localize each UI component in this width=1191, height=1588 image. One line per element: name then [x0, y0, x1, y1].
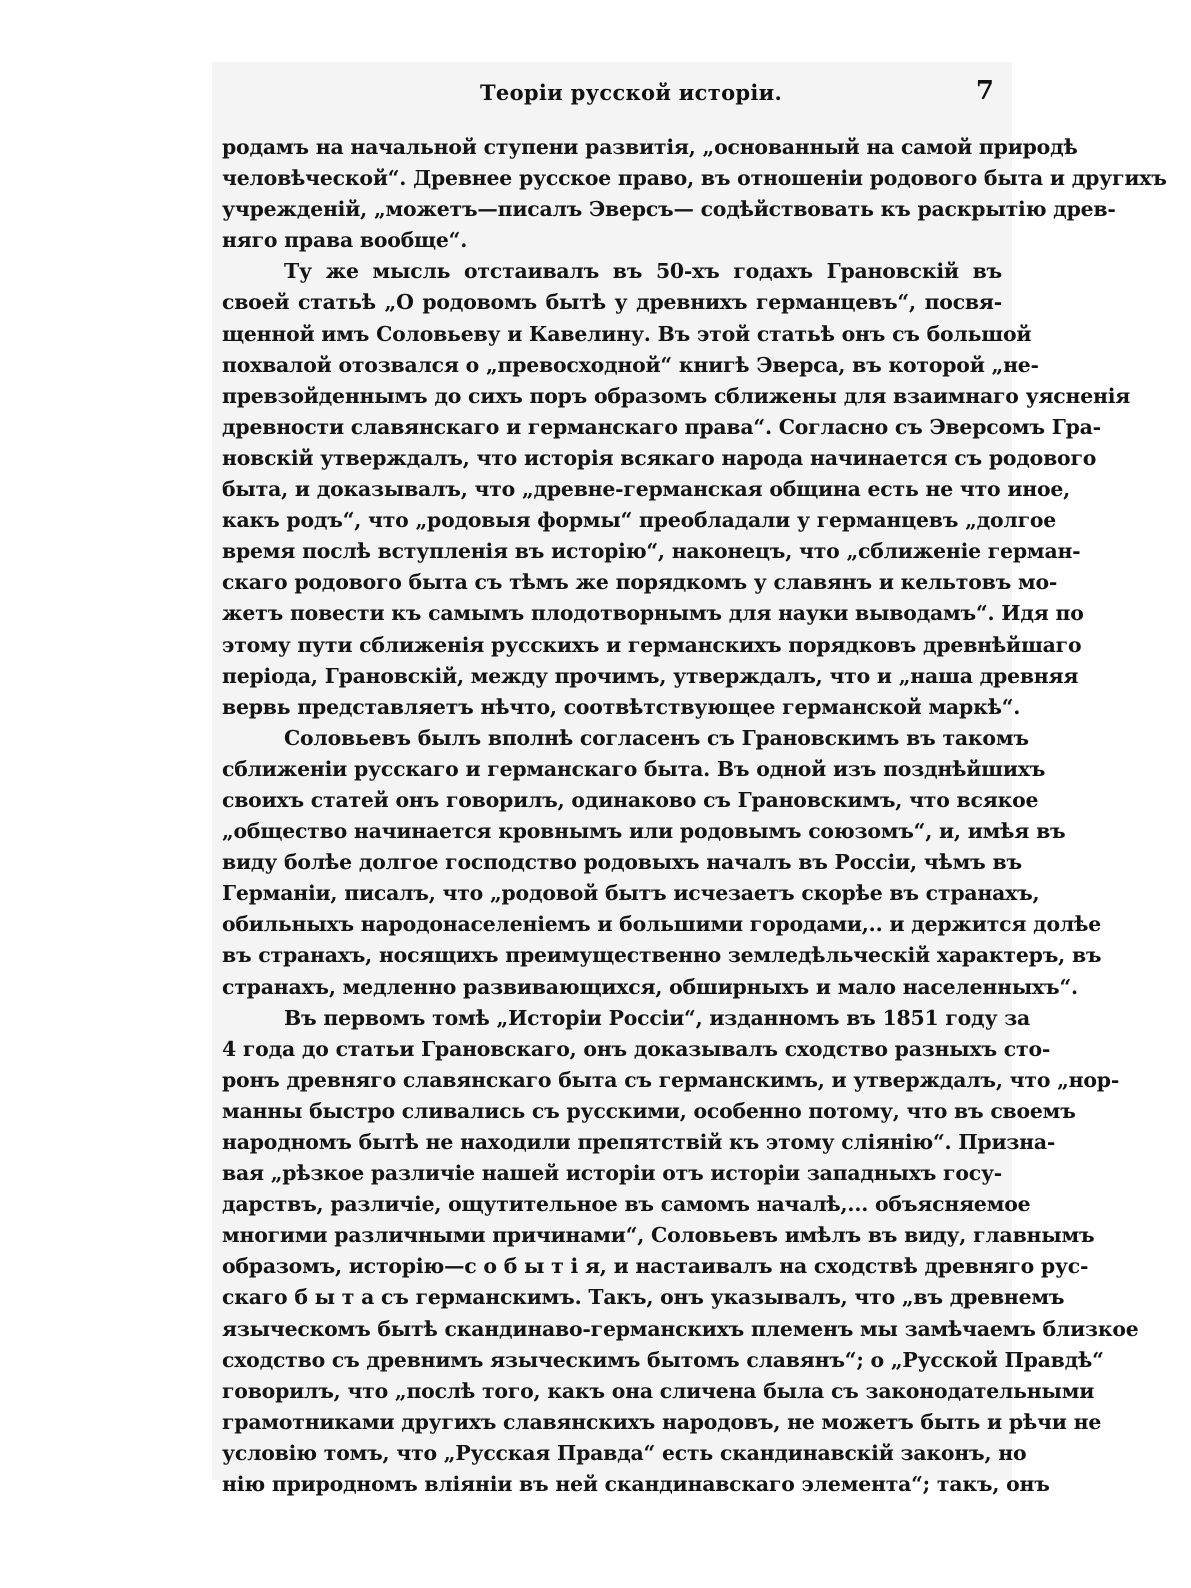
text-line: человѣческой“. Древнее русское право, въ отношенiи родового быта и другихъ: [222, 166, 1167, 191]
text-line: своихъ статей онъ говорилъ, одинаково съ Грановскимъ, что всякое: [222, 787, 1039, 812]
text-line: щенной имъ Соловьеву и Кавелину. Въ этой статьѣ онъ съ большой: [222, 321, 1032, 346]
text-line: Германiи, писалъ, что „родовой бытъ исчезаетъ скорѣе въ странахъ,: [222, 881, 1040, 906]
text-line: время послѣ вступленiя въ исторiю“, наконецъ, что „сближенiе герман-: [222, 539, 1081, 564]
text-line: родамъ на начальной ступени развитiя, „основанный на самой природѣ: [222, 135, 1078, 159]
text-line: жетъ повести къ самымъ плодотворнымъ для науки выводамъ“. Идя по: [222, 601, 1084, 626]
text-line: образомъ, исторiю—с о б ы т i я, и настаивалъ на сходствѣ древняго рус-: [222, 1254, 1089, 1279]
text-line: грамотниками другихъ славянскихъ народовъ, не можетъ быть и рѣчи не: [222, 1409, 1102, 1434]
text-line: странахъ, медленно развивающихся, обширныхъ и мало населенныхъ“.: [222, 974, 1078, 999]
text-line: какъ родъ“, что „родовыя формы“ преобладали у германцевъ „долгое: [222, 508, 1057, 533]
text-line: похвалой отозвался о „превосходной“ книгѣ Эверса, въ которой „не-: [222, 352, 1039, 377]
text-line: сходство съ древнимъ языческимъ бытомъ славянъ“; о „Русской Правдѣ“: [222, 1347, 1104, 1372]
text-line: скаго б ы т а съ германскимъ. Такъ, онъ указывалъ, что „въ древнемъ: [222, 1285, 1065, 1310]
text-line: условiю томъ, что „Русская Правда“ есть скандинавскiй законъ, но: [222, 1440, 1027, 1465]
running-title: Теорiи русской исторiи.: [480, 80, 783, 105]
text-line: „общество начинается кровнымъ или родовымъ союзомъ“, и, имѣя въ: [222, 819, 1066, 844]
paragraph-first-line: Соловьевъ былъ вполнѣ согласенъ съ Грановскимъ въ такомъ: [284, 725, 1029, 750]
text-line: этому пути сближенiя русскихъ и германскихъ порядковъ древнѣйшаго: [222, 632, 1082, 657]
text-line: новскiй утверждалъ, что исторiя всякаго народа начинается съ родового: [222, 445, 1097, 470]
text-line: манны быстро сливались съ русскими, особенно потому, что въ своемъ: [222, 1098, 1076, 1123]
text-line: многими различными причинами“, Соловьевъ имѣлъ въ виду, главнымъ: [222, 1223, 1095, 1248]
text-line: народномъ бытѣ не находили препятствiй къ этому слiянiю“. Призна-: [222, 1130, 1056, 1154]
text-line: виду болѣе долгое господство родовыхъ началъ въ Россiи, чѣмъ въ: [222, 850, 1022, 875]
text-line: въ странахъ, носящихъ преимущественно земледѣльческiй характеръ, въ: [222, 943, 1102, 968]
text-line: 4 года до статьи Грановскаго, онъ доказывалъ сходство разныхъ сто-: [222, 1036, 1051, 1061]
text-line: обильныхъ народонаселенiемъ и большими городами,.. и держится долѣе: [222, 912, 1102, 937]
text-line: скаго родового быта съ тѣмъ же порядкомъ у славянъ и кельтовъ мо-: [222, 570, 1058, 595]
text-line: сближенiи русскаго и германскаго быта. Въ одной изъ позднѣйшихъ: [222, 756, 1046, 781]
paragraph-first-line: Ту же мысль отстаивалъ въ 50-хъ годахъ Грановскiй въ: [284, 259, 1002, 284]
text-line: древности славянскаго и германскаго права“. Согласно съ Эверсомъ Гра-: [222, 414, 1101, 439]
text-line: ронъ древняго славянскаго быта съ германскимъ, и утверждалъ, что „нор-: [222, 1067, 1120, 1092]
text-line: быта, и доказывалъ, что „древне-германская община есть не что иное,: [222, 477, 1071, 502]
text-line: няго права вообще“.: [222, 228, 468, 253]
body-text: [222, 132, 1167, 1500]
text-line: дарствъ, различiе, ощутительное въ самомъ началѣ,... объясняемое: [222, 1192, 1031, 1217]
text-line: учрежденiй, „можетъ—писалъ Эверсъ— содѣйствовать къ раскрытiю древ-: [222, 197, 1116, 222]
text-line: нiю природномъ влiянiи въ ней скандинавскаго элемента“; такъ, онъ: [222, 1472, 1050, 1497]
text-line: говорилъ, что „послѣ того, какъ она сличена была съ законодательными: [222, 1378, 1095, 1403]
paragraph-first-line: Въ первомъ томѣ „Исторiи Россiи“, изданномъ въ 1851 году за: [284, 1005, 1031, 1030]
text-line: своей статьѣ „О родовомъ бытѣ у древнихъ германцевъ“, посвя-: [222, 290, 1002, 315]
page-number: 7: [975, 76, 994, 106]
text-line: перiода, Грановскiй, между прочимъ, утверждалъ, что и „наша древняя: [222, 663, 1079, 688]
text-line: вервь представляетъ нѣчто, соотвѣтствующее германской маркѣ“.: [222, 694, 1021, 719]
text-line: вая „рѣзкое различiе нашей исторiи отъ исторiи западныхъ госу-: [222, 1161, 1003, 1186]
text-line: языческомъ бытѣ скандинаво-германскихъ племенъ мы замѣчаемъ близкое: [222, 1316, 1139, 1341]
text-line: превзойденнымъ до сихъ поръ образомъ сближены для взаимнаго уясненiя: [222, 383, 1131, 408]
page-header: [222, 76, 1002, 112]
